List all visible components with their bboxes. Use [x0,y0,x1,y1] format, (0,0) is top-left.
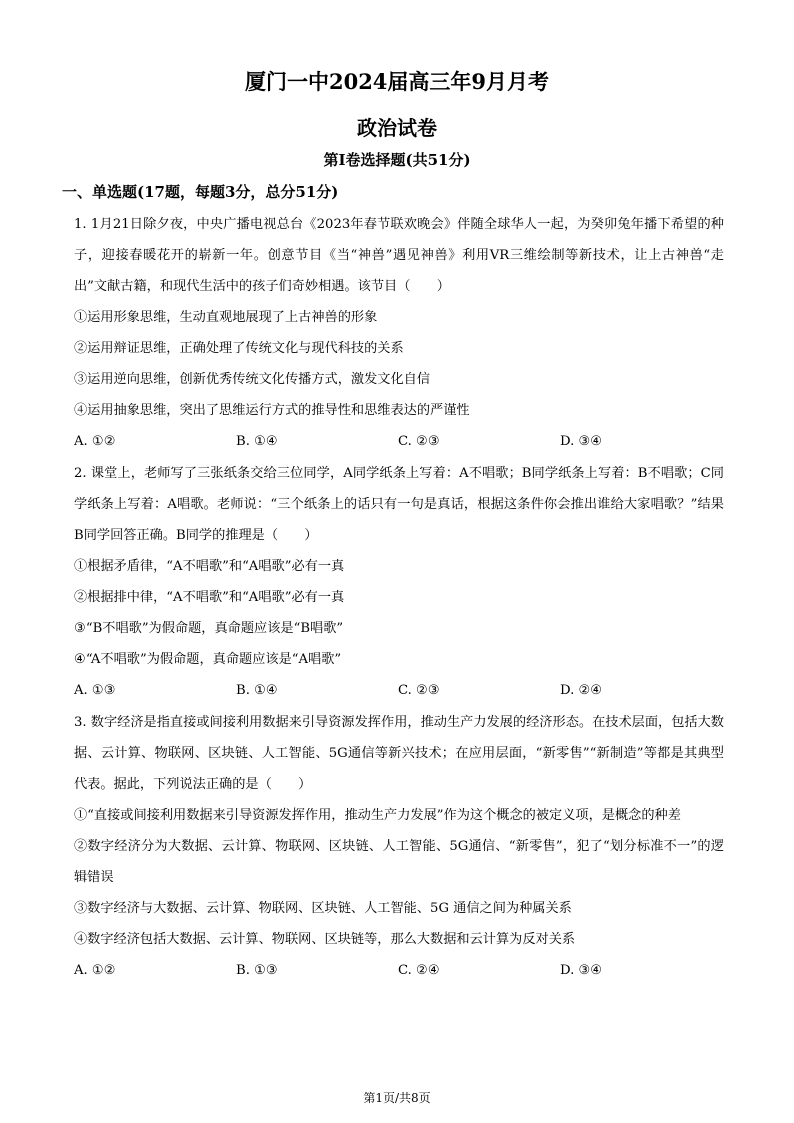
option-a: A. ①③ [74,683,116,698]
statement-3: ③数字经济与大数据、云计算、物联网、区块链、人工智能、5G 通信之间为种属关系 [74,901,572,916]
subject-title: 政治试卷 [357,116,437,140]
statement-4: ④“A不唱歌”为假命题，真命题应该是“A唱歌” [74,652,342,667]
statement-4: ④运用抽象思维，突出了思维运行方式的推导性和思维表达的严谨性 [74,403,470,418]
answer-options [74,675,724,706]
statement-2: ②根据排中律，“A不唱歌”和“A唱歌”必有一真 [74,590,345,605]
option-c: C. ②③ [398,434,440,449]
question-2 [74,458,724,706]
statement-1: ①“直接或间接利用数据来引导资源发挥作用，推动生产力发展”作为这个概念的被定义项，是概念的种差 [74,808,681,823]
part-title: 第I卷选择题(共51分) [323,151,471,169]
option-d: D. ③④ [560,963,603,978]
option-d: D. ③④ [560,434,603,449]
option-b: B. ①④ [236,434,278,449]
statement-3: ③运用逆向思维，创新优秀传统文化传播方式，激发文化自信 [74,372,431,387]
page-number: 第1页/共8页 [363,1091,431,1105]
question-1 [74,209,724,457]
question-3 [74,707,724,986]
statement-2: ②数字经济分为大数据、云计算、物联网、区块链、人工智能、5G通信、“新零售”，犯了“划分标准不一”的逻辑错误 [74,839,724,885]
question-stem: 3. 数字经济是指直接或间接利用数据来引导资源发挥作用，推动生产力发展的经济形态。在技术层面，包括大数据、云计算、物联网、区块链、人工智能、5G通信等新兴技术；在应用层面，“新零售”“新制造”等都是其典型代表。据此，下列说法正确的是（ ） [74,715,724,792]
option-b: B. ①④ [236,683,278,698]
statement-1: ①根据矛盾律，“A不唱歌”和“A唱歌”必有一真 [74,559,345,574]
answer-options [74,955,724,986]
statement-2: ②运用辩证思维，正确处理了传统文化与现代科技的关系 [74,341,404,356]
exam-title: 厦门一中2024届高三年9月月考 [244,69,550,94]
option-c: C. ②④ [398,963,440,978]
question-stem: 1. 1月21日除夕夜，中央广播电视总台《2023年春节联欢晚会》伴随全球华人一起，为癸卯兔年播下希望的种子，迎接春暖花开的崭新一年。创意节目《当“神兽”遇见神兽》利用VR三维绘制等新技术，让上古神兽“走出”文献古籍，和现代生活中的孩子们奇妙相遇。该节目（ ） [74,217,724,294]
statement-3: ③“B不唱歌”为假命题，真命题应该是“B唱歌” [74,621,344,636]
statement-1: ①运用形象思维，生动直观地展现了上古神兽的形象 [74,310,378,325]
option-b: B. ①③ [236,963,278,978]
option-c: C. ②③ [398,683,440,698]
option-a: A. ①② [74,963,116,978]
section-heading: 一、单选题(17题，每题3分，总分51分) [62,183,339,201]
option-d: D. ②④ [560,683,603,698]
option-a: A. ①② [74,434,116,449]
answer-options [74,426,724,457]
question-stem: 2. 课堂上，老师写了三张纸条交给三位同学，A同学纸条上写着：A不唱歌；B同学纸条上写着：B不唱歌；C同学纸条上写着：A唱歌。老师说：“三个纸条上的话只有一句是真话，根据这条件你会推出谁给大家唱歌？”结果B同学回答正确。B同学的推理是（ ） [74,466,724,543]
statement-4: ④数字经济包括大数据、云计算、物联网、区块链等，那么大数据和云计算为反对关系 [74,932,576,947]
